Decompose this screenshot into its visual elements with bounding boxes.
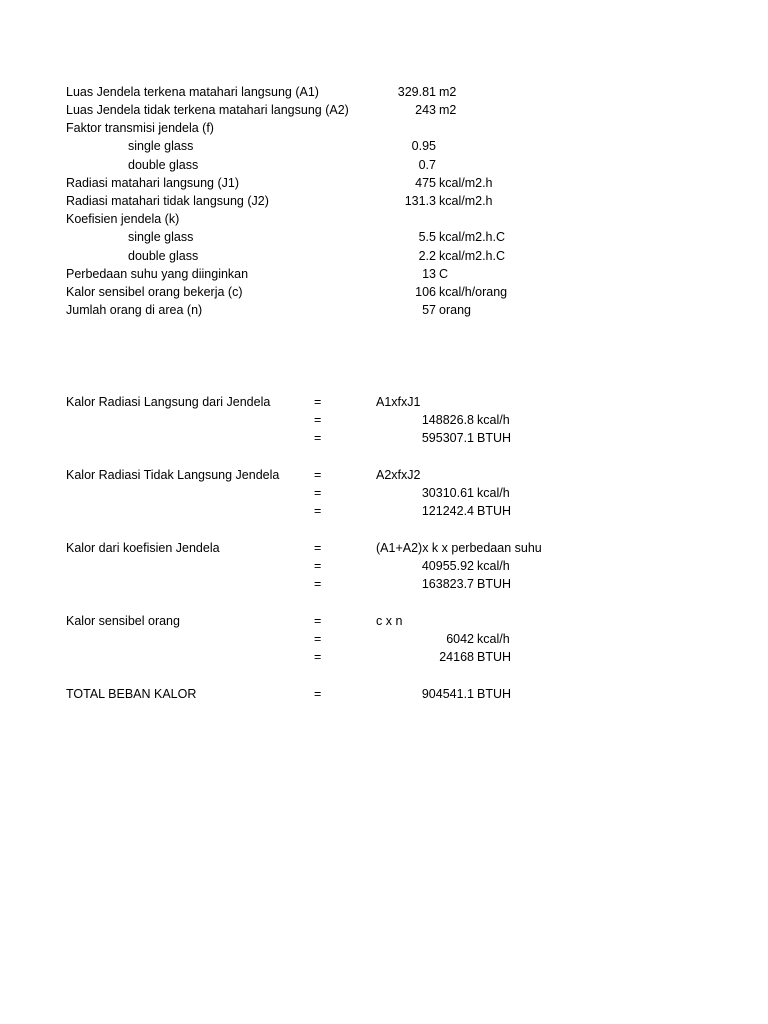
calc-result-unit: kcal/h xyxy=(477,632,510,646)
equals-sign: = xyxy=(314,541,322,555)
input-row xyxy=(0,119,768,137)
total-row xyxy=(0,685,768,703)
calc-formula: A1xfxJ1 xyxy=(376,395,421,409)
input-row xyxy=(0,283,768,301)
calc-result-unit: BTUH xyxy=(477,650,512,664)
input-row xyxy=(0,265,768,283)
input-value: 0.7 xyxy=(418,158,436,172)
calc-result-unit: BTUH xyxy=(477,504,512,518)
equals-sign: = xyxy=(314,650,322,664)
input-label: Faktor transmisi jendela (f) xyxy=(66,121,214,135)
calc-row xyxy=(0,539,768,557)
calc-result-row xyxy=(0,411,768,429)
input-row xyxy=(0,156,768,174)
input-value: 0.95 xyxy=(411,139,436,153)
input-label: Kalor sensibel orang bekerja (c) xyxy=(66,285,243,299)
input-value: 5.5 xyxy=(418,230,436,244)
input-label: Luas Jendela terkena matahari langsung (A1) xyxy=(66,85,319,99)
input-label: double glass xyxy=(128,158,199,172)
calc-result-row xyxy=(0,429,768,447)
input-value: 106 xyxy=(415,285,436,299)
calc-result-value: 148826.8 xyxy=(421,413,474,427)
input-value: 475 xyxy=(415,176,436,190)
input-row xyxy=(0,174,768,192)
input-row xyxy=(0,101,768,119)
calc-result-unit: kcal/h xyxy=(477,559,510,573)
input-value: 243 xyxy=(415,103,436,117)
input-value: 2.2 xyxy=(418,249,436,263)
input-unit: kcal/m2.h.C xyxy=(439,249,505,263)
calc-formula: c x n xyxy=(376,614,403,628)
input-unit: kcal/m2.h.C xyxy=(439,230,505,244)
input-unit: kcal/h/orang xyxy=(439,285,508,299)
input-value: 57 xyxy=(422,303,436,317)
calc-result-value: 163823.7 xyxy=(421,577,474,591)
input-label: Jumlah orang di area (n) xyxy=(66,303,203,317)
calc-result-unit: BTUH xyxy=(477,431,512,445)
calc-label: Kalor Radiasi Tidak Langsung Jendela xyxy=(66,468,280,482)
input-unit: orang xyxy=(439,303,471,317)
calc-result-value: 40955.92 xyxy=(421,559,474,573)
input-row xyxy=(0,301,768,319)
calc-result-value: 30310.61 xyxy=(421,486,474,500)
input-label: double glass xyxy=(128,249,199,263)
calc-formula: A2xfxJ2 xyxy=(376,468,421,482)
input-unit: m2 xyxy=(439,85,457,99)
equals-sign: = xyxy=(314,504,322,518)
equals-sign: = xyxy=(314,413,322,427)
calc-result-row xyxy=(0,630,768,648)
equals-sign: = xyxy=(314,687,322,701)
input-row xyxy=(0,192,768,210)
calc-result-value: 24168 xyxy=(439,650,474,664)
total-label: TOTAL BEBAN KALOR xyxy=(66,687,197,701)
equals-sign: = xyxy=(314,468,322,482)
input-label: Radiasi matahari tidak langsung (J2) xyxy=(66,194,269,208)
calc-result-value: 595307.1 xyxy=(421,431,474,445)
calc-result-row xyxy=(0,648,768,666)
input-unit: m2 xyxy=(439,103,457,117)
calc-label: Kalor dari koefisien Jendela xyxy=(66,541,220,555)
calc-result-unit: BTUH xyxy=(477,577,512,591)
equals-sign: = xyxy=(314,577,322,591)
calc-row xyxy=(0,466,768,484)
calc-label: Kalor sensibel orang xyxy=(66,614,180,628)
input-value: 329.81 xyxy=(397,85,436,99)
input-unit: C xyxy=(439,267,449,281)
calc-result-row xyxy=(0,484,768,502)
input-row xyxy=(0,247,768,265)
input-label: single glass xyxy=(128,139,194,153)
input-label: Luas Jendela tidak terkena matahari langsung (A2) xyxy=(66,103,349,117)
input-row xyxy=(0,137,768,155)
input-label: Perbedaan suhu yang diinginkan xyxy=(66,267,249,281)
calc-result-unit: kcal/h xyxy=(477,486,510,500)
calc-result-row xyxy=(0,502,768,520)
calc-result-row xyxy=(0,575,768,593)
calc-label: Kalor Radiasi Langsung dari Jendela xyxy=(66,395,271,409)
calc-formula: (A1+A2)x k x perbedaan suhu xyxy=(376,541,542,555)
calc-result-value: 6042 xyxy=(446,632,474,646)
input-label: Radiasi matahari langsung (J1) xyxy=(66,176,240,190)
total-value: 904541.1 xyxy=(421,687,474,701)
calc-row xyxy=(0,612,768,630)
input-row xyxy=(0,210,768,228)
calc-result-row xyxy=(0,557,768,575)
equals-sign: = xyxy=(314,486,322,500)
input-row xyxy=(0,83,768,101)
input-value: 13 xyxy=(422,267,436,281)
input-label: single glass xyxy=(128,230,194,244)
equals-sign: = xyxy=(314,632,322,646)
calc-result-value: 121242.4 xyxy=(421,504,474,518)
equals-sign: = xyxy=(314,431,322,445)
input-row xyxy=(0,228,768,246)
input-label: Koefisien jendela (k) xyxy=(66,212,180,226)
input-value: 131.3 xyxy=(404,194,436,208)
calc-row xyxy=(0,393,768,411)
equals-sign: = xyxy=(314,395,322,409)
equals-sign: = xyxy=(314,559,322,573)
input-unit: kcal/m2.h xyxy=(439,176,493,190)
total-unit: BTUH xyxy=(477,687,512,701)
input-unit: kcal/m2.h xyxy=(439,194,493,208)
calc-result-unit: kcal/h xyxy=(477,413,510,427)
equals-sign: = xyxy=(314,614,322,628)
